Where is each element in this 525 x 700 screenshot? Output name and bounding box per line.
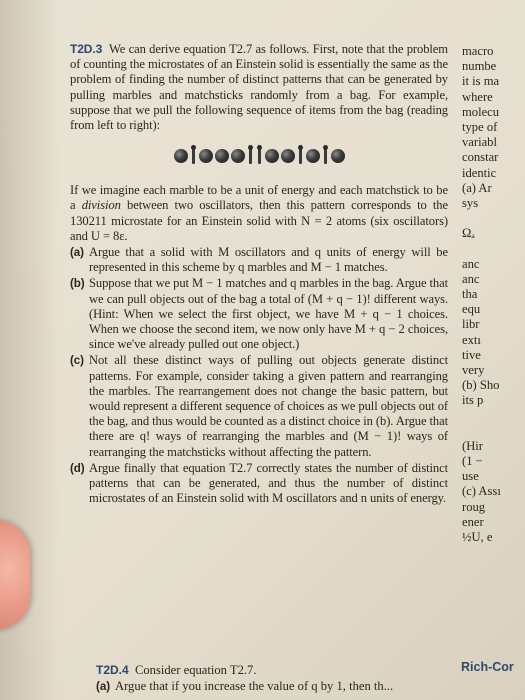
margin-line: roug bbox=[462, 499, 486, 514]
margin-line: its p bbox=[462, 393, 484, 408]
margin-line bbox=[462, 241, 525, 256]
t2d4-heading bbox=[96, 663, 446, 678]
problem-id: T2D.4 bbox=[96, 663, 129, 677]
marble-matchstick-sequence bbox=[70, 139, 448, 173]
margin-line: macro bbox=[462, 44, 494, 58]
margin-line: use bbox=[462, 469, 479, 484]
part-label: (b) bbox=[70, 277, 85, 291]
matchstick-icon bbox=[299, 148, 302, 164]
problem-id: T2D.3 bbox=[70, 42, 103, 56]
marble-icon bbox=[215, 149, 229, 163]
margin-line bbox=[462, 409, 525, 424]
t2d4-part-a bbox=[96, 679, 446, 694]
part-c bbox=[70, 353, 448, 459]
margin-line: very bbox=[462, 362, 485, 377]
problem-t2d4 bbox=[96, 663, 446, 694]
part-text: Argue finally that equation T2.7 correctly states the number of distinct patterns that can be generated, and thus the number of distinct microstates of an Einstein solid with M oscillators and n units of energy. bbox=[89, 460, 448, 506]
part-b bbox=[70, 276, 448, 352]
marble-icon bbox=[306, 149, 320, 163]
matchstick-icon bbox=[324, 148, 327, 164]
marble-icon bbox=[281, 149, 295, 163]
margin-line: identic bbox=[462, 165, 497, 180]
margin-line: sys bbox=[462, 195, 479, 210]
intro-text: We can derive equation T2.7 as follows. First, note that the problem of counting the microstates of an Einstein solid is essentially the same as the problem of finding the number of distinct patterns that can be generated by pulling marbles and matchsticks randomly from a bag. For example, suppose that we pull the following sequence of items from the bag (reading from left to right): bbox=[70, 42, 448, 133]
interp-text-1: If we imagine each marble to be a unit of energy and each matchstick to be a bbox=[70, 183, 448, 213]
marble-icon bbox=[331, 149, 345, 163]
part-label: (a) bbox=[96, 680, 111, 694]
part-label: (a) bbox=[70, 246, 84, 260]
margin-line: anc bbox=[462, 271, 480, 286]
margin-line bbox=[462, 424, 525, 439]
part-text: Not all these distinct ways of pulling out objects generate distinct patterns. For example, consider taking a given pattern and rearranging the marbles. The rearrangement does not change the basic pattern, but would represent a different sequence of choices as we pull objects out of the bag, and thus would be counted as a distinct choice in (b). Argue that there are q! ways of rearranging the marbles and (M − 1)! ways of rearranging the matchsticks without affecting the pattern. bbox=[89, 353, 448, 459]
margin-line: (a) Ar bbox=[462, 180, 492, 195]
right-column-cutoff bbox=[462, 44, 525, 545]
margin-line: libr bbox=[462, 317, 480, 332]
marble-icon bbox=[174, 149, 188, 163]
margin-line: it is ma bbox=[462, 74, 500, 89]
section-marker: Rich-Cor bbox=[461, 660, 514, 674]
problem-intro bbox=[70, 42, 448, 133]
margin-line: equ bbox=[462, 302, 481, 317]
marble-icon bbox=[231, 149, 245, 163]
margin-line: (c) Assı bbox=[462, 484, 501, 499]
margin-line: (1 − bbox=[462, 454, 483, 469]
marble-icon bbox=[199, 149, 213, 163]
margin-line bbox=[462, 211, 525, 226]
matchstick-icon bbox=[258, 148, 261, 164]
interp-italic: division bbox=[81, 198, 121, 213]
margin-line: ½U, e bbox=[462, 530, 493, 544]
margin-line: tha bbox=[462, 287, 478, 301]
margin-line: (b) Sho bbox=[462, 378, 500, 393]
matchstick-icon bbox=[249, 148, 252, 164]
margin-line: anc bbox=[462, 256, 480, 271]
finger-holding-book bbox=[0, 520, 30, 630]
margin-line: constar bbox=[462, 150, 499, 165]
margin-line: molecu bbox=[462, 104, 500, 119]
part-a bbox=[70, 245, 448, 275]
part-text: Argue that if you increase the value of q by 1, then th... bbox=[115, 679, 394, 694]
part-label: (c) bbox=[70, 354, 84, 368]
part-text: Suppose that we put M − 1 matches and q marbles in the bag. Argue that we can pull objects out of the bag a total of (M + q − 1)! different ways. (Hint: When we select the first object, we have M + q − 1 choices. When we choose the second item, we now only have M + q − 2 choices, since we've already pulled out one object.) bbox=[89, 276, 448, 352]
matchstick-icon bbox=[192, 148, 195, 164]
interp-text-2: between two oscillators, then this pattern corresponds to the 130211 microstate for an Einstein solid with N = 2 atoms (six oscillators) and U = 8ε. bbox=[70, 198, 448, 243]
margin-line: extı bbox=[462, 332, 481, 347]
part-label: (d) bbox=[70, 461, 85, 475]
marble-icon bbox=[265, 149, 279, 163]
interpretation-paragraph bbox=[70, 183, 448, 244]
margin-line: ener bbox=[462, 514, 484, 529]
part-d bbox=[70, 461, 448, 507]
t2d4-text: Consider equation T2.7. bbox=[134, 663, 257, 677]
problem-t2d3 bbox=[70, 42, 448, 506]
margin-line: numbe bbox=[462, 59, 497, 74]
margin-line: where bbox=[462, 89, 493, 104]
margin-line: variabl bbox=[462, 135, 497, 150]
margin-line: type of bbox=[462, 119, 498, 134]
margin-line: tive bbox=[462, 347, 481, 362]
margin-line: (Hir bbox=[462, 438, 483, 453]
part-text: Argue that a solid with M oscillators and q units of energy will be represented in this scheme by q marbles and M − 1 matches. bbox=[89, 245, 448, 275]
margin-line: Ωₐ bbox=[462, 226, 475, 241]
